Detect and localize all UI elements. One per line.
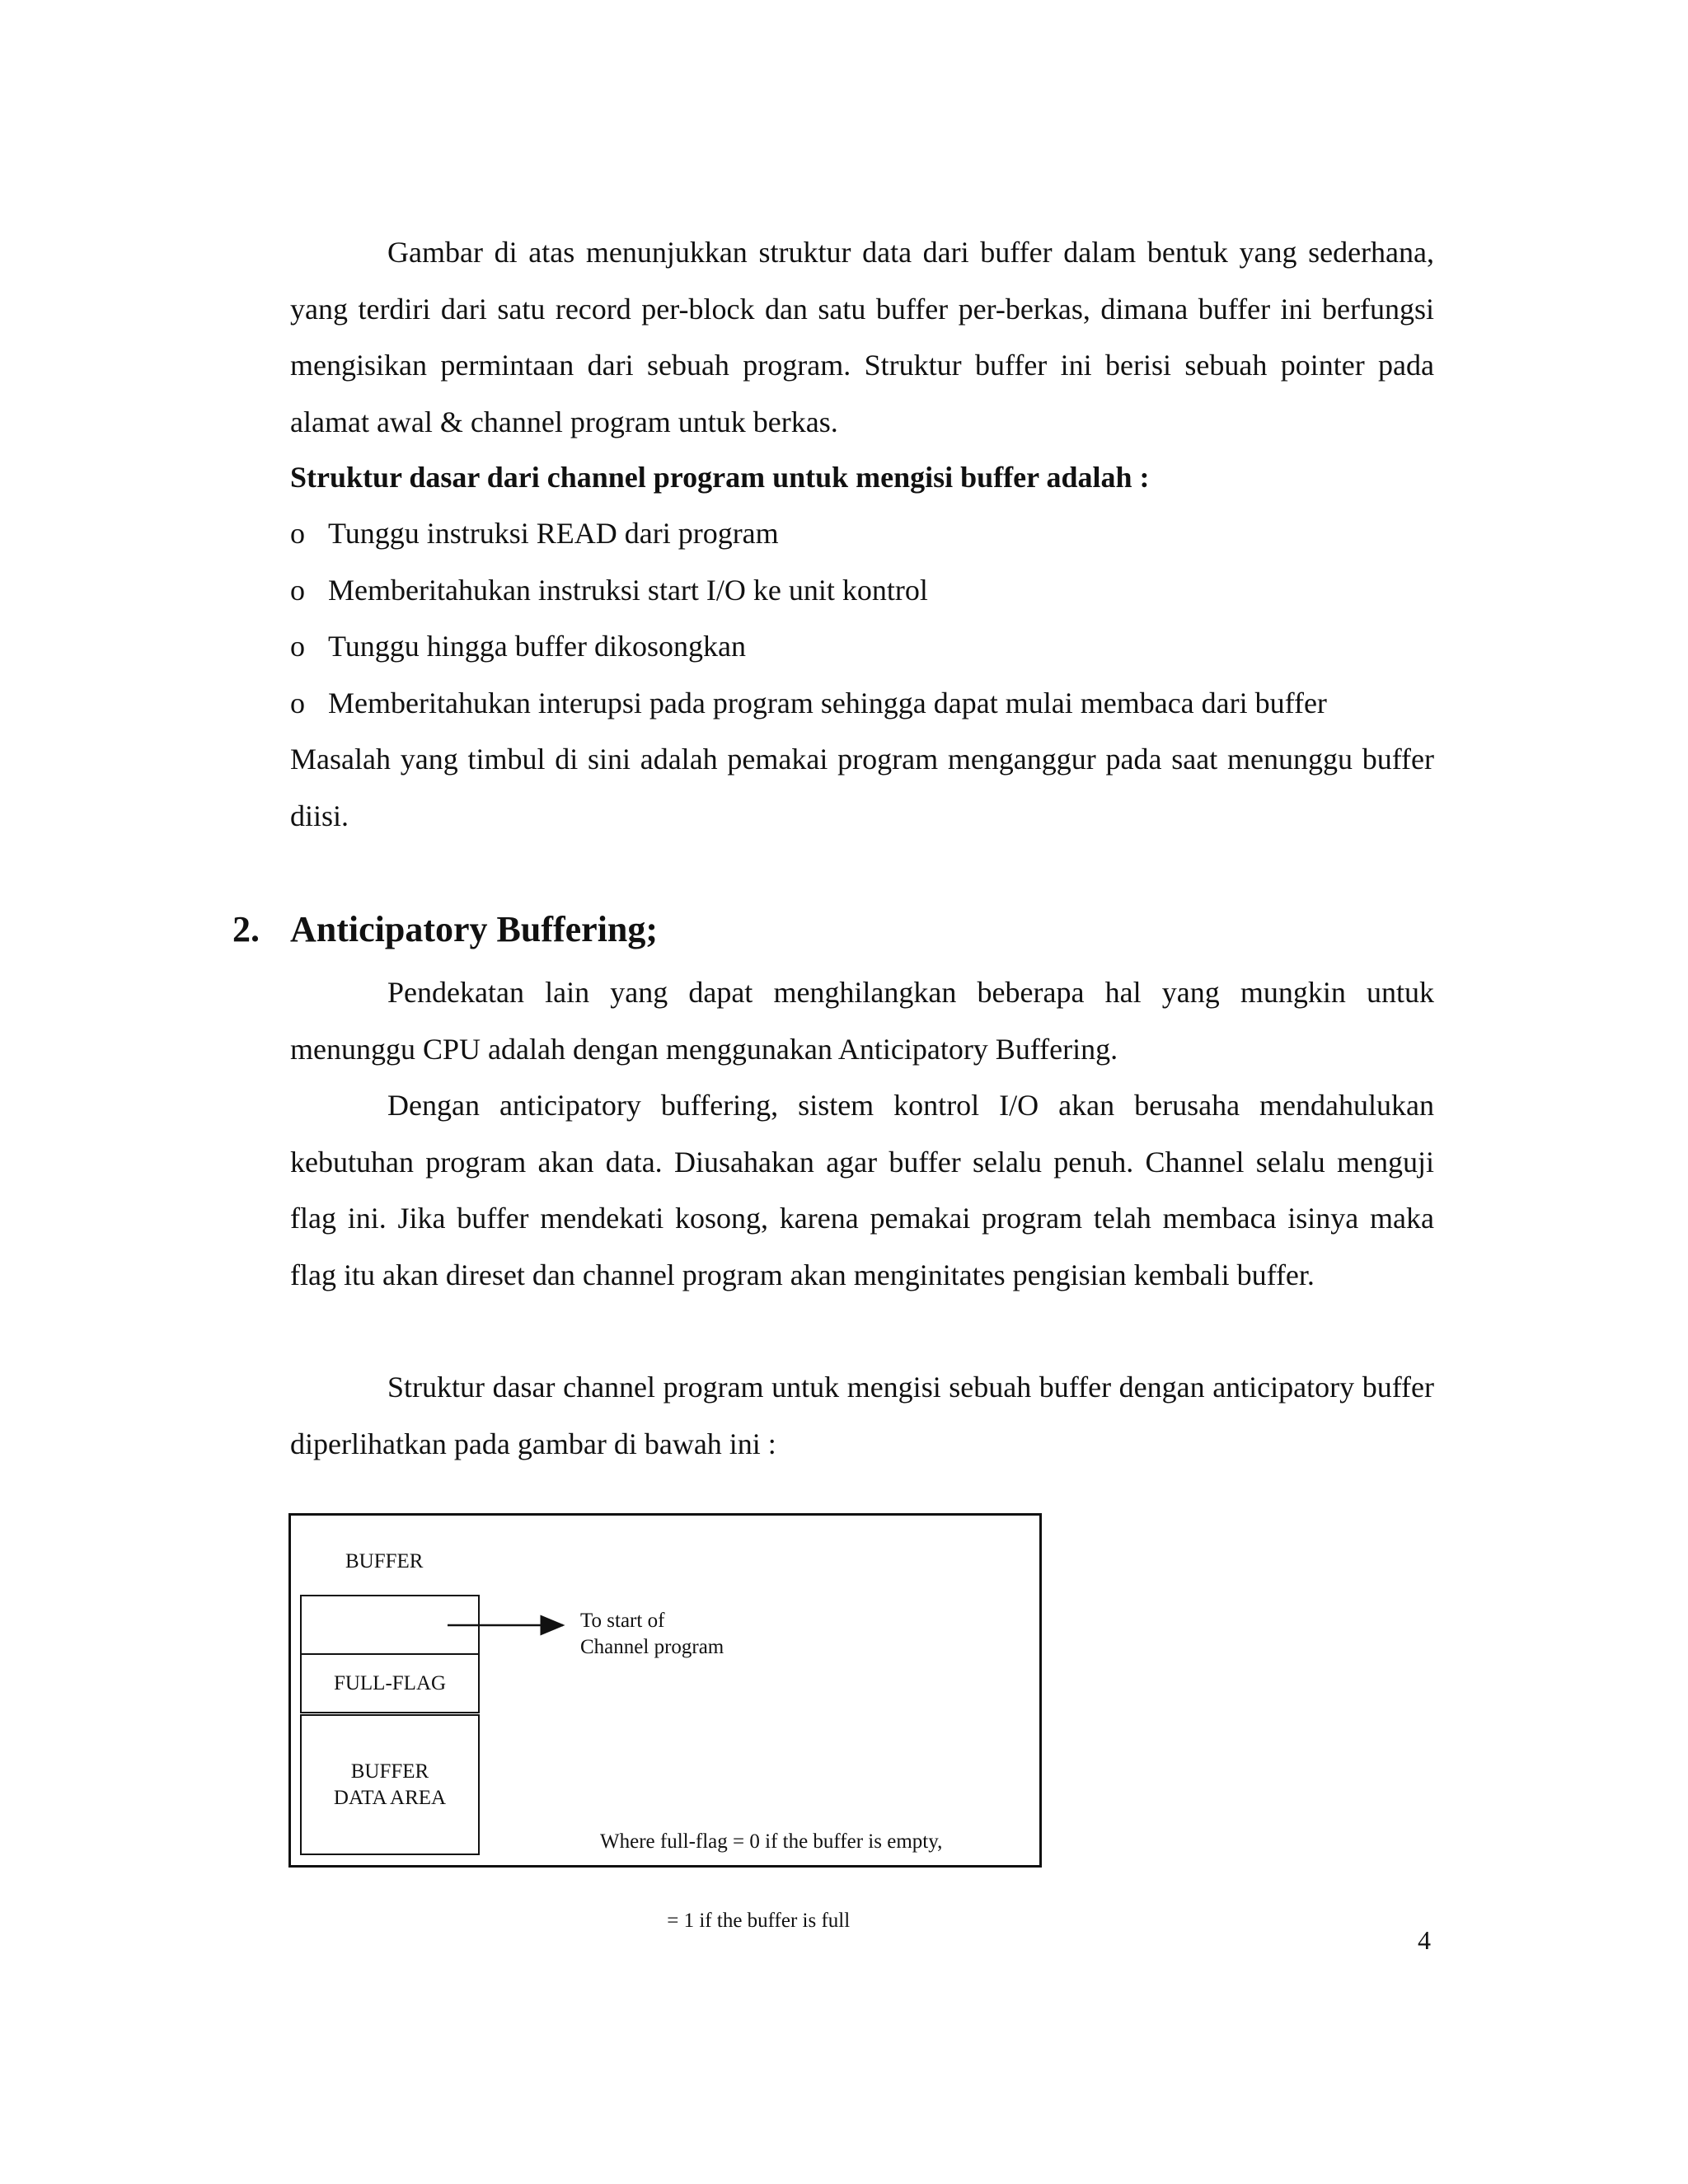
buffer-data-area-cell <box>300 1714 480 1855</box>
section-title: Anticipatory Buffering; <box>290 909 659 949</box>
section-paragraph: Pendekatan lain yang dapat menghilangkan beberapa hal yang mungkin untuk menunggu CPU adalah dengan menggunakan Anticipatory Buffering. <box>290 976 1434 1066</box>
bullet-text: Memberitahukan instruksi start I/O ke unit kontrol <box>328 573 928 607</box>
buffer-diagram <box>288 1513 1042 1932</box>
bullet-text: Tunggu hingga buffer dikosongkan <box>328 630 746 663</box>
list-item <box>290 505 1444 562</box>
section-number: 2. <box>232 909 260 949</box>
full-flag-note <box>600 1776 942 1987</box>
bullet-marker: o <box>290 686 305 719</box>
note-line1: Where full-flag = 0 if the buffer is empty, <box>600 1830 943 1853</box>
bullet-list <box>290 505 1444 731</box>
note-line2: = 1 if the buffer is full <box>600 1910 851 1932</box>
list-item <box>290 562 1444 619</box>
channel-program-label <box>580 1608 724 1661</box>
data-area-label-line2: DATA AREA <box>333 1786 447 1809</box>
list-item <box>290 618 1444 675</box>
bold-subheading: Struktur dasar dari channel program untuk mengisi buffer adalah : <box>290 461 1150 494</box>
bullet-marker: o <box>290 630 305 663</box>
bullet-marker: o <box>290 517 305 550</box>
page-number: 4 <box>1418 1925 1431 1955</box>
channel-label-line1: To start of <box>580 1610 665 1632</box>
channel-label-line2: Channel program <box>580 1636 724 1658</box>
bullet-text: Tunggu instruksi READ dari program <box>328 517 779 550</box>
section-heading <box>232 905 658 954</box>
intro-paragraph: Gambar di atas menunjukkan struktur data dari buffer dalam bentuk yang sederhana, yang terdiri dari satu record per-block dan satu buffer per-berkas, dimana buffer ini berfungsi mengisikan permintaan dari sebuah program. Struktur buffer ini berisi sebuah pointer pada alamat awal & channel program untuk berkas. <box>290 236 1434 438</box>
bullet-marker: o <box>290 573 305 607</box>
section-paragraph: Dengan anticipatory buffering, sistem kontrol I/O akan berusaha mendahulukan kebutuhan program akan data. Diusahakan agar buffer selalu penuh. Channel selalu menguji flag ini. Jika buffer mendekati kosong, karena pemakai program telah membaca isinya maka flag itu akan direset dan channel program akan menginitates pengisian kembali buffer. <box>290 1089 1434 1291</box>
bullet-text: Memberitahukan interupsi pada program sehingga dapat mulai membaca dari buffer <box>328 686 1327 719</box>
full-flag-label: FULL-FLAG <box>333 1671 447 1694</box>
data-area-label-line1: BUFFER <box>350 1760 429 1783</box>
section-paragraph: Struktur dasar channel program untuk mengisi sebuah buffer dengan anticipatory buffer diperlihatkan pada gambar di bawah ini : <box>290 1371 1434 1460</box>
closing-paragraph: Masalah yang timbul di sini adalah pemakai program menganggur pada saat menunggu buffer diisi. <box>290 743 1434 832</box>
full-flag-cell <box>300 1653 480 1713</box>
buffer-label: BUFFER <box>345 1550 424 1572</box>
list-item <box>290 675 1444 732</box>
buffer-pointer-cell <box>300 1595 480 1655</box>
